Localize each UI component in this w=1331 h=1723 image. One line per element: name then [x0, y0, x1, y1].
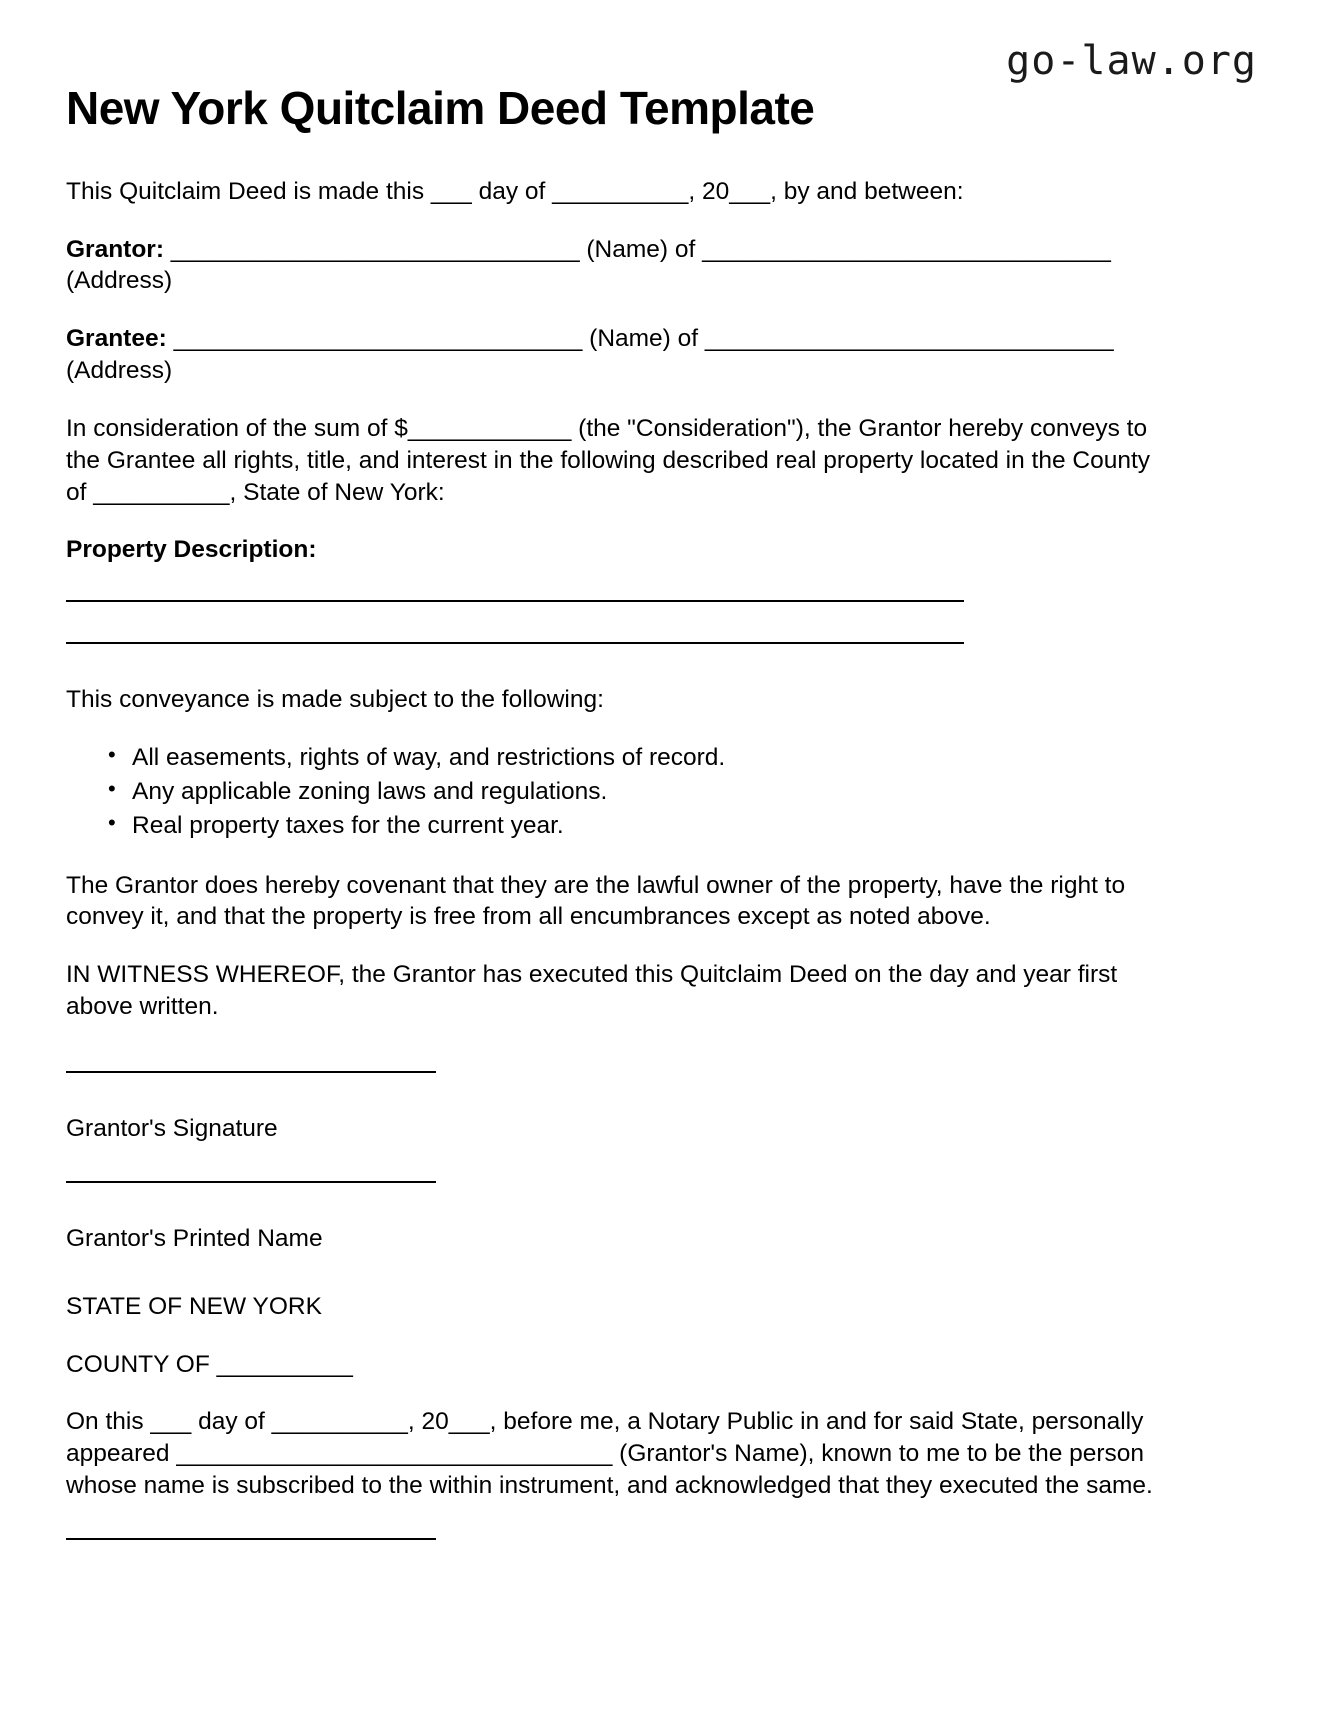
- list-item: • Any applicable zoning laws and regulations.: [108, 776, 1161, 808]
- notary-signature-line[interactable]: [66, 1538, 436, 1540]
- grantor-signature-line[interactable]: [66, 1071, 436, 1073]
- grantee-address-blank[interactable]: ______________________________: [698, 325, 1114, 353]
- grantor-name-blank[interactable]: ______________________________: [164, 235, 587, 263]
- grantor-address-blank[interactable]: ______________________________: [695, 235, 1111, 263]
- subject-intro-paragraph: This conveyance is made subject to the following:: [66, 686, 604, 714]
- subject-items-list: [66, 742, 1161, 842]
- grantor-printed-name-line[interactable]: [66, 1181, 436, 1183]
- grantee-address-caption: (Address): [66, 357, 173, 385]
- covenant-paragraph: The Grantor does hereby covenant that they are the lawful owner of the property, have the right to convey it, and that the property is free from all encumbrances except as noted above.: [66, 871, 1126, 931]
- grantee-label: Grantee:: [66, 325, 167, 353]
- property-description-line-1[interactable]: [66, 600, 964, 602]
- spacer: [66, 1049, 1161, 1071]
- state-line: STATE OF NEW YORK: [66, 1292, 322, 1320]
- property-description-heading: Property Description:: [66, 536, 317, 564]
- grantor-printed-name-caption: Grantor's Printed Name: [66, 1224, 323, 1252]
- grantor-line: [66, 234, 1161, 266]
- county-line[interactable]: COUNTY OF __________: [66, 1350, 353, 1378]
- grantee-line: [66, 323, 1161, 355]
- grantor-signature-caption: Grantor's Signature: [66, 1115, 278, 1143]
- intro-paragraph: This Quitclaim Deed is made this ___ day of __________, 20___, by and between:: [66, 177, 964, 205]
- site-logo: go-law.org: [1006, 38, 1257, 84]
- grantor-printed-name-block: [66, 1181, 1161, 1255]
- grantee-name-caption: (Name) of: [589, 325, 699, 353]
- list-item: • All easements, rights of way, and restrictions of record.: [108, 742, 1161, 774]
- list-item: • Real property taxes for the current year.: [108, 810, 1161, 842]
- page-title: New York Quitclaim Deed Template: [66, 82, 815, 134]
- grantor-address-caption: (Address): [66, 267, 173, 295]
- document-body: [66, 84, 1161, 1580]
- property-description-line-2[interactable]: [66, 642, 964, 644]
- grantor-name-caption: (Name) of: [586, 235, 696, 263]
- consideration-paragraph: In consideration of the sum of $____________ (the "Consideration"), the Grantor hereby conveys to the Grantee all rights, title, and interest in the following described real property located in the County of __________, State of New York:: [66, 414, 1151, 506]
- spacer: [66, 1528, 1161, 1538]
- grantor-signature-block: [66, 1071, 1161, 1145]
- grantee-name-blank[interactable]: ______________________________: [166, 325, 590, 353]
- witness-paragraph: IN WITNESS WHEREOF, the Grantor has executed this Quitclaim Deed on the day and year first above written.: [66, 961, 1118, 1021]
- notary-paragraph: On this ___ day of __________, 20___, before me, a Notary Public in and for said State, personally appeared ________________________________ (Grantor's Name), known to me to be the person whose name is subscribed to the within instrument, and acknowledged that they executed the same.: [66, 1408, 1153, 1500]
- grantor-label: Grantor:: [66, 235, 164, 263]
